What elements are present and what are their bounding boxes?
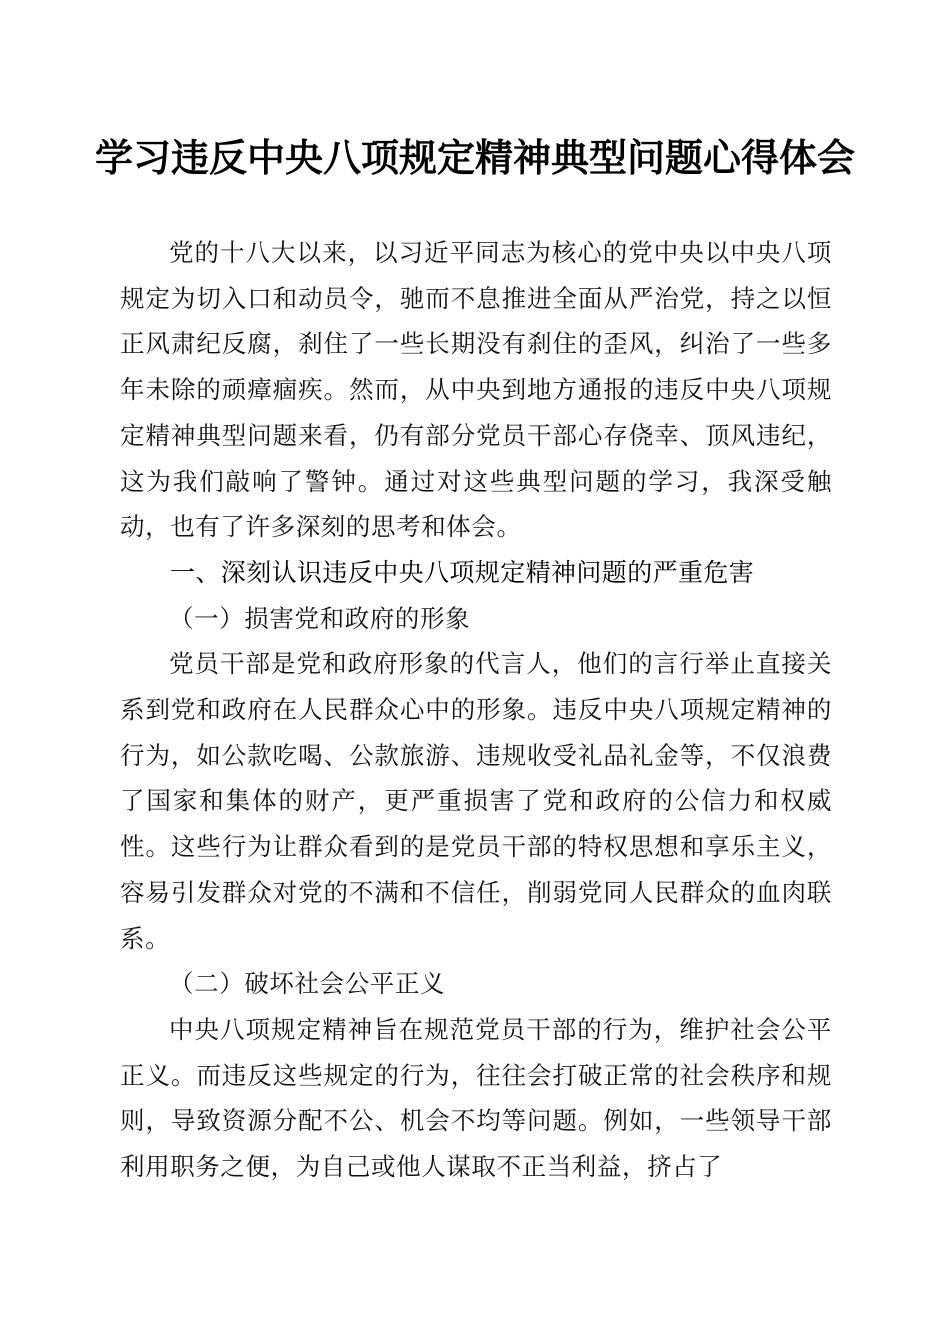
section-1-heading: 一、深刻认识违反中央八项规定精神问题的严重危害 [170,557,755,587]
intro-paragraph: 党的十八大以来，以习近平同志为核心的党中央以中央八项规定为切入口和动员令，驰而不息推进全面从严治党，持之以恒正风肃纪反腐，刹住了一些长期没有刹住的歪风，纠治了一些多年未除的顽瘴痼疾。然而，从中央到地方通报的违反中央八项规定精神典型问题来看，仍有部分党员干部心存侥幸、顶风违纪，这为我们敲响了警钟。通过对这些典型问题的学习，我深受触动，也有了许多深刻的思考和体会。 [120,238,832,542]
subsection-2-paragraph: 中央八项规定精神旨在规范党员干部的行为，维护社会公平正义。而违反这些规定的行为，往往会打破正常的社会秩序和规则，导致资源分配不公、机会不均等问题。例如，一些领导干部利用职务之便，为自己或他人谋取不正当利益，挤占了 [120,1014,832,1182]
document-title: 学习违反中央八项规定精神典型问题心得体会 [94,135,855,180]
document-body [120,230,832,1190]
subsection-1-heading: （一）损害党和政府的形象 [169,603,471,633]
subsection-2-heading: （二）破坏社会公平正义 [169,969,446,999]
subsection-1-paragraph: 党员干部是党和政府形象的代言人，他们的言行举止直接关系到党和政府在人民群众心中的形象。违反中央八项规定精神的行为，如公款吃喝、公款旅游、违规收受礼品礼金等，不仅浪费了国家和集体的财产，更严重损害了党和政府的公信力和权威性。这些行为让群众看到的是党员干部的特权思想和享乐主义，容易引发群众对党的不满和不信任，削弱党同人民群众的血肉联系。 [120,649,832,953]
